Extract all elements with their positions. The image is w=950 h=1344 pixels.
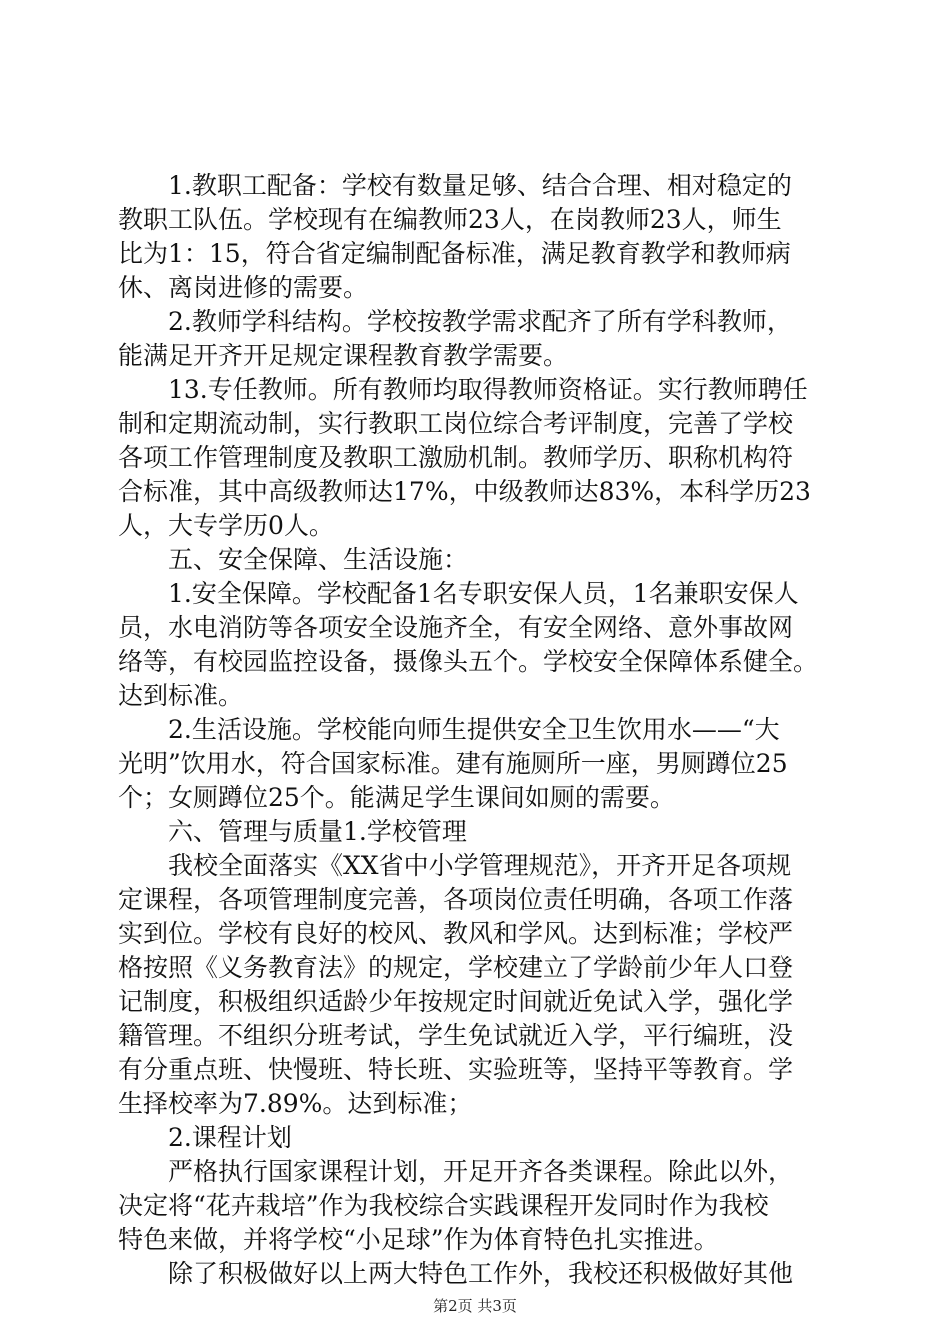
text-line: 有分重点班、快慢班、特长班、实验班等，坚持平等教育。学 — [118, 1055, 794, 1084]
text-line: 13.专任教师。所有教师均取得教师资格证。实行教师聘任 — [118, 375, 808, 404]
text-line: 达到标准。 — [118, 681, 244, 710]
text-line: 各项工作管理制度及教职工激励机制。教师学历、职称机构符 — [118, 443, 794, 472]
text-line: 合标准，其中高级教师达17%，中级教师达83%，本科学历23 — [118, 477, 811, 506]
text-line: 实到位。学校有良好的校风、教风和学风。达到标准；学校严 — [118, 919, 794, 948]
text-line: 2.教师学科结构。学校按教学需求配齐了所有学科教师， — [118, 307, 792, 336]
text-line: 制和定期流动制，实行教职工岗位综合考评制度，完善了学校 — [118, 409, 794, 438]
text-line: 定课程，各项管理制度完善，各项岗位责任明确，各项工作落 — [118, 885, 794, 914]
text-line: 五、安全保障、生活设施： — [118, 545, 469, 574]
text-line: 籍管理。不组织分班考试，学生免试就近入学，平行编班，没 — [118, 1021, 794, 1050]
text-line: 格按照《义务教育法》的规定，学校建立了学龄前少年人口登 — [118, 953, 794, 982]
page-footer — [0, 1296, 950, 1316]
page-number: 第2页 共3页 — [433, 1297, 517, 1315]
text-line: 记制度，积极组织适龄少年按规定时间就近免试入学，强化学 — [118, 987, 794, 1016]
text-line: 除了积极做好以上两大特色工作外，我校还积极做好其他 — [118, 1259, 794, 1288]
text-line: 1.安全保障。学校配备1名专职安保人员，1名兼职安保人 — [118, 579, 799, 608]
text-line: 教职工队伍。学校现有在编教师23人，在岗教师23人，师生 — [118, 205, 782, 234]
text-line: 生择校率为7.89%。达到标准； — [118, 1089, 473, 1118]
text-line: 个；女厕蹲位25个。能满足学生课间如厕的需要。 — [118, 783, 675, 812]
text-line: 络等，有校园监控设备，摄像头五个。学校安全保障体系健全。 — [118, 647, 819, 676]
text-line: 2.课程计划 — [118, 1123, 292, 1152]
text-line: 决定将“花卉栽培”作为我校综合实践课程开发同时作为我校 — [118, 1191, 769, 1220]
text-line: 六、管理与质量1.学校管理 — [118, 817, 467, 846]
text-line: 特色来做，并将学校“小足球”作为体育特色扎实推进。 — [118, 1225, 719, 1254]
text-line: 人，大专学历0人。 — [118, 511, 334, 540]
text-line: 我校全面落实《XX省中小学管理规范》，开齐开足各项规 — [118, 851, 792, 880]
text-line: 比为1：15，符合省定编制配备标准，满足教育教学和教师病 — [118, 239, 791, 268]
text-line: 严格执行国家课程计划，开足开齐各类课程。除此以外， — [118, 1157, 794, 1186]
text-line: 能满足开齐开足规定课程教育教学需要。 — [118, 341, 569, 370]
text-line: 1.教职工配备：学校有数量足够、结合合理、相对稳定的 — [118, 171, 792, 200]
text-line: 休、离岗进修的需要。 — [118, 273, 369, 302]
text-line: 2.生活设施。学校能向师生提供安全卫生饮用水——“大 — [118, 715, 780, 744]
text-line: 员，水电消防等各项安全设施齐全，有安全网络、意外事故网 — [118, 613, 794, 642]
text-line: 光明”饮用水，符合国家标准。建有施厕所一座，男厕蹲位25 — [118, 749, 788, 778]
